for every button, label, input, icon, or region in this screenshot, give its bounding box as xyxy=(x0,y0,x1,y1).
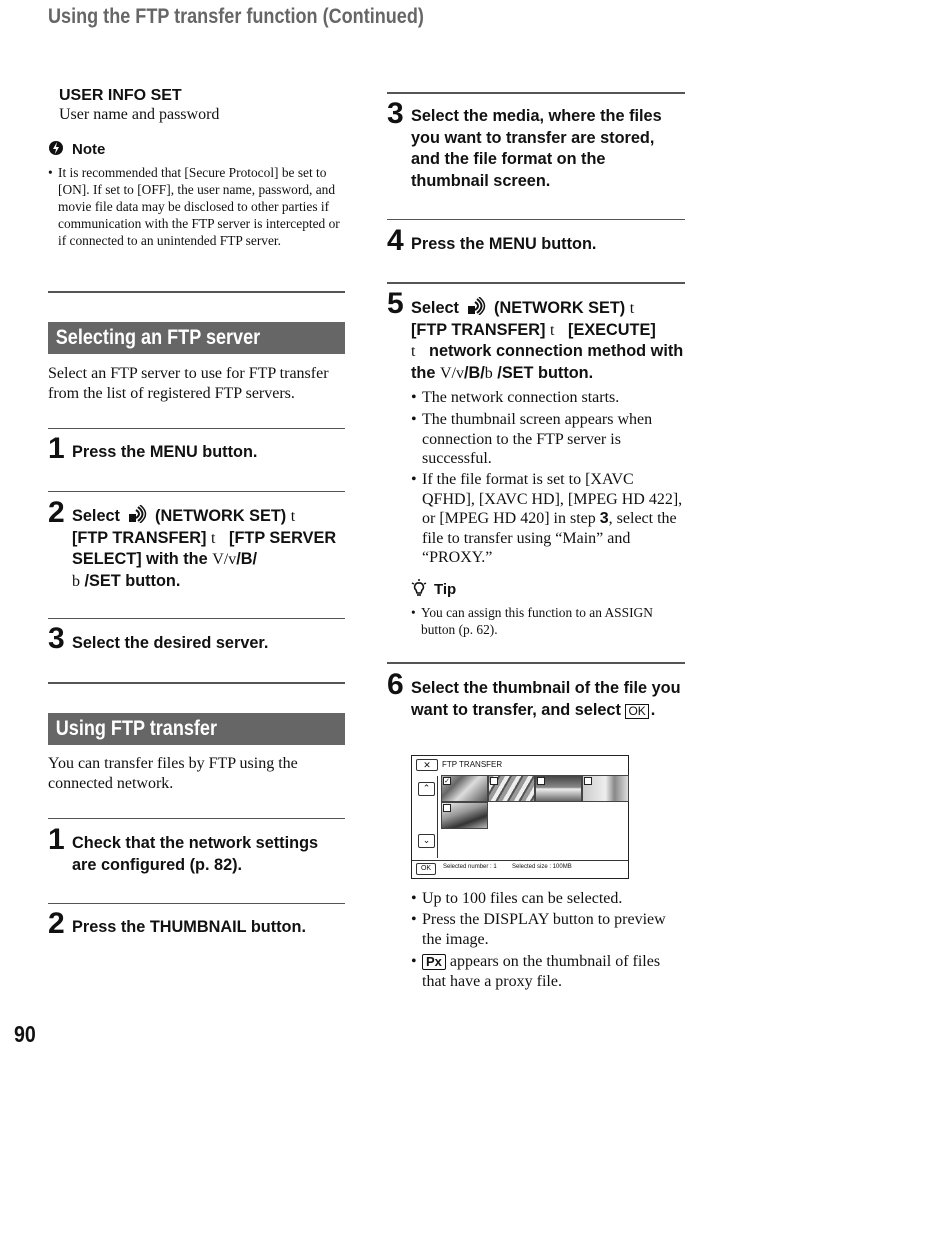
step-text: Select (NETWORK SET) t [FTP TRANSFER] t [EXECUTE] t network connection method with the V/v/B/b /SET button. xyxy=(411,299,684,382)
step-text: Select the media, where the files you want to transfer are stored, and the file format on the thumbnail screen. xyxy=(411,107,662,190)
list-item: • The thumbnail screen appears when connection to the FTP server is successful. xyxy=(411,410,685,469)
tip-heading-row xyxy=(411,579,456,599)
thumbnail xyxy=(582,775,629,802)
proxy-icon: Px xyxy=(422,954,446,970)
lightbulb-icon xyxy=(411,579,427,597)
selected-number: Selected number : 1 xyxy=(443,864,497,870)
tip-heading: Tip xyxy=(434,581,457,598)
note-icon xyxy=(48,140,64,156)
section-intro: You can transfer files by FTP using the connected network. xyxy=(48,755,298,792)
screen-title: FTP TRANSFER xyxy=(442,760,503,769)
divider xyxy=(48,618,345,619)
divider xyxy=(412,860,628,861)
checkbox xyxy=(584,777,592,785)
note-heading: Note xyxy=(72,141,106,158)
network-set-icon xyxy=(466,297,488,315)
page-header: Using the FTP transfer function (Continued) xyxy=(48,5,424,28)
step-number: 3 xyxy=(48,622,65,655)
note-text: • It is recommended that [Secure Protocol] be set to [ON]. If set to [OFF], the user name, password, and movie file data may be disclosed to other parties if communication with the FTP server is intercepted or if connected to an unintended FTP server. xyxy=(48,164,345,249)
divider xyxy=(48,428,345,429)
page-number: 90 xyxy=(14,1021,36,1047)
ftp-transfer-screen-illustration xyxy=(411,755,629,879)
close-button: ✕ xyxy=(416,759,438,771)
selected-size: Selected size : 100MB xyxy=(512,864,572,870)
step-text: Select the thumbnail of the file you want to transfer, and select OK . xyxy=(411,679,681,719)
list-item: • Press the DISPLAY button to preview the image. xyxy=(411,910,685,949)
user-info-heading: USER INFO SET xyxy=(59,87,182,104)
network-set-icon xyxy=(127,505,149,523)
step-number: 3 xyxy=(387,97,404,130)
checkbox-checked: ✓ xyxy=(444,777,450,785)
divider xyxy=(387,92,685,94)
ok-button: OK xyxy=(416,863,436,875)
step-number: 6 xyxy=(387,668,404,701)
list-item: • Up to 100 files can be selected. xyxy=(411,889,685,909)
section-title-using-ftp-transfer: Using FTP transfer xyxy=(48,713,345,745)
note-heading-row xyxy=(48,140,105,159)
thumbnail xyxy=(535,775,582,802)
divider xyxy=(387,219,685,220)
divider xyxy=(48,491,345,492)
step-number: 1 xyxy=(48,823,65,856)
step-text: Press the THUMBNAIL button. xyxy=(72,918,306,936)
ok-button-glyph: OK xyxy=(625,704,648,719)
step-number: 2 xyxy=(48,907,65,940)
divider xyxy=(437,776,438,858)
divider xyxy=(48,903,345,904)
divider xyxy=(387,662,685,664)
user-info-text: User name and password xyxy=(59,106,220,123)
thumbnail xyxy=(441,775,488,802)
checkbox xyxy=(490,777,498,785)
section-title-selecting-ftp-server: Selecting an FTP server xyxy=(48,322,345,354)
step-text: Select (NETWORK SET) t [FTP TRANSFER] t [FTP SERVER SELECT] with the V/v/B/ b /SET button. xyxy=(72,507,337,590)
step-number: 2 xyxy=(48,496,65,529)
step-number: 1 xyxy=(48,432,65,465)
list-item: • Px appears on the thumbnail of files that have a proxy file. xyxy=(411,952,685,991)
checkbox xyxy=(443,804,451,812)
thumbnail xyxy=(441,802,488,829)
step-number: 5 xyxy=(387,287,404,320)
step-text: Check that the network settings are configured (p. 82). xyxy=(72,834,319,874)
divider xyxy=(48,818,345,819)
step-number: 4 xyxy=(387,224,404,257)
list-item: • If the file format is set to [XAVC QFHD], [XAVC HD], [MPEG HD 422], or [MPEG HD 420] in step 3, select the file to transfer using “Main” and “PROXY.” xyxy=(411,470,685,568)
divider xyxy=(387,282,685,284)
divider xyxy=(48,682,345,684)
step-text: Press the MENU button. xyxy=(411,235,597,253)
scroll-down-button: ⌄ xyxy=(418,834,435,848)
divider xyxy=(48,291,345,293)
scroll-up-button: ⌃ xyxy=(418,782,435,796)
section-intro: Select an FTP server to use for FTP transfer from the list of registered FTP servers. xyxy=(48,365,329,402)
list-item: • The network connection starts. xyxy=(411,388,685,408)
step-text: Select the desired server. xyxy=(72,634,269,652)
step-text: Press the MENU button. xyxy=(72,443,258,461)
tip-text: • You can assign this function to an ASSIGN button (p. 62). xyxy=(411,604,685,638)
thumbnail xyxy=(488,775,535,802)
checkbox xyxy=(537,777,545,785)
